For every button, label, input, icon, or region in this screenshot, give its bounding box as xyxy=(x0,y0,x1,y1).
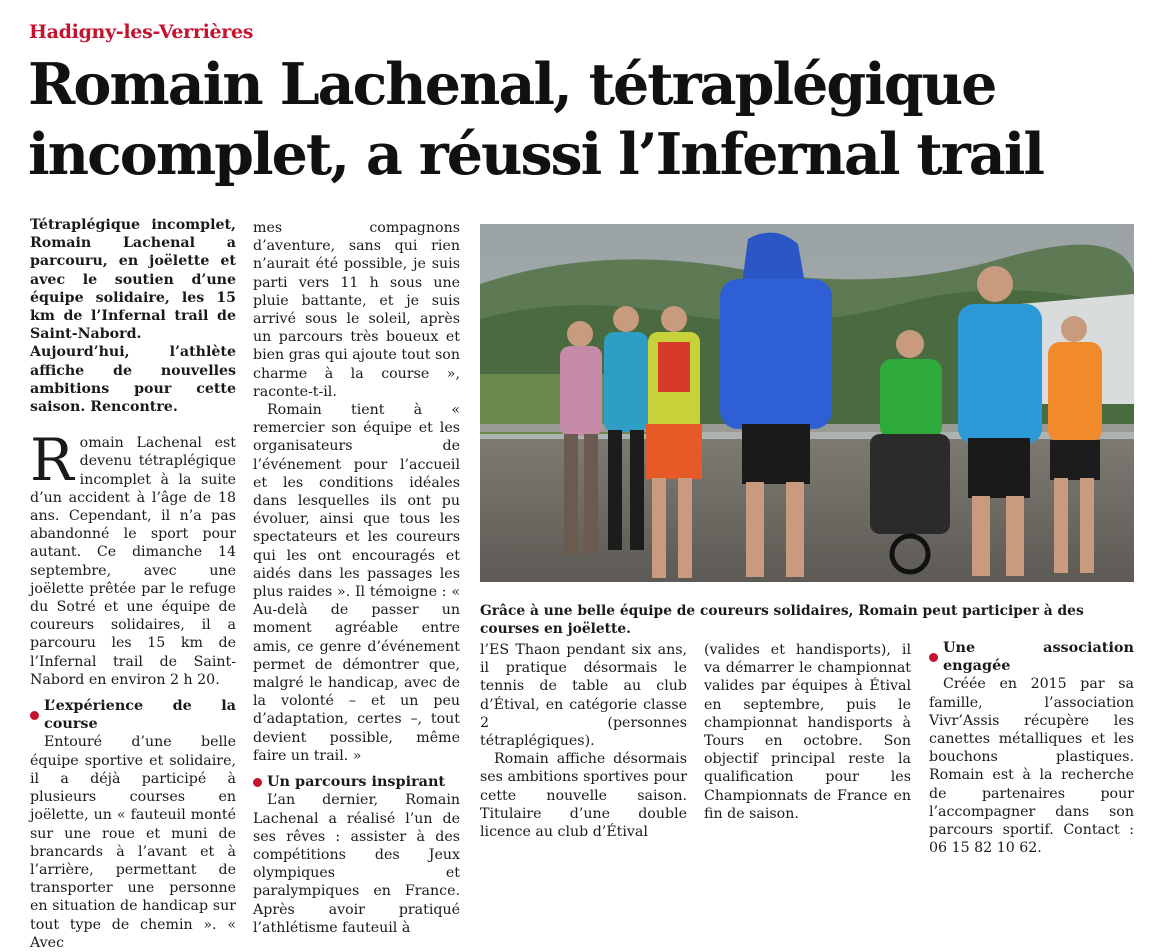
body-paragraph: l’ES Thaon pendant six ans, il pratique désormais le tennis de table au club d’Étival, en catégorie classe 2 (personnes tétraplégiques). xyxy=(480,642,687,750)
article-photo xyxy=(480,224,1134,582)
article-column-1 xyxy=(30,216,236,952)
subhead-experience xyxy=(30,697,236,733)
article-lede: Tétraplégique incomplet, Romain Lachenal a parcouru, en joëlette et avec le soutien d’une équipe solidaire, les 15 km de l’Infernal trail de Saint-Nabord. Aujourd’hui, l’athlète affiche de nouvelles ambitions pour cette saison. Rencontre. xyxy=(30,217,236,416)
body-paragraph: Créée en 2015 par sa famille, l’association Vivr’Assis récupère les canettes métalliques et les bouchons plastiques. Romain est à la recherche de partenaires pour l’accompagner dans son parcours sportif. Contact : 06 15 82 10 62. xyxy=(929,676,1134,857)
body-paragraph: Romain tient à « remercier son équipe et les organisateurs de l’événement pour l’accueil et les conditions idéales dans lesquelles ils ont pu évoluer, ainsi que tous les spectateurs et les coureurs qui les ont encouragés et aidés dans les passages les plus raides ». Il témoigne : « Au-delà de passer un moment agréable entre amis, ce genre d’événement permet de démontrer que, malgré le handicap, avec de la volonté – et un peu d’adaptation, certes –, tout devient possible, même faire un trail. » xyxy=(253,402,460,764)
section-kicker: Hadigny-les-Verrières xyxy=(29,21,254,43)
article-column-4 xyxy=(704,641,911,823)
subhead-inspiring xyxy=(253,773,460,791)
bullet-dot-icon xyxy=(30,711,39,720)
photo-caption: Grâce à une belle équipe de coureurs solidaires, Romain peut participer à des courses en joëlette. xyxy=(480,602,1084,637)
body-text: omain Lachenal est devenu tétraplégique incomplet à la suite d’un accident à l’âge de 18 ans. Cependant, il n’a pas abandonné le sport pour autant. Ce dimanche 14 septembre, avec une joëlette prêtée par le refuge du Sotré et une équipe de coureurs solidaires, il a parcouru les 15 km de l’Infernal trail de Saint-Nabord en environ 2 h 20. xyxy=(30,435,236,688)
body-paragraph: (valides et handisports), il va démarrer le championnat valides par équipes à Étival en septembre, puis le championnat handisports à Tours en octobre. Son objectif principal reste la qualification pour les Championnats de France en fin de saison. xyxy=(704,642,911,822)
subhead-association xyxy=(929,639,1134,675)
subhead-label: Un parcours inspirant xyxy=(267,773,446,791)
body-paragraph: mes compagnons d’aventure, sans qui rien n’aurait été possible, je suis parti vers 11 h sous une pluie battante, et je suis arrivé sous le soleil, après un parcours très boueux et bien gras qui ajoute tout son charme à la course », raconte-t-il. xyxy=(253,220,460,400)
drop-cap: R xyxy=(30,426,74,495)
bullet-dot-icon xyxy=(929,653,938,662)
article-headline: Romain Lachenal, tétraplégique incomplet, a réussi l’Infernal trail xyxy=(28,51,1044,188)
body-paragraph xyxy=(30,426,236,689)
body-paragraph: L’an dernier, Romain Lachenal a réalisé l’un de ses rêves : assister à des compétitions des Jeux olympiques et paralympiques en France. Après avoir pratiqué l’athlétisme fauteuil à xyxy=(253,792,460,936)
article-column-2 xyxy=(253,219,460,937)
subhead-label: Une association engagée xyxy=(943,639,1134,675)
article-column-3 xyxy=(480,641,687,841)
bullet-dot-icon xyxy=(253,778,262,787)
subhead-label: L’expérience de la course xyxy=(44,697,236,733)
article-column-5 xyxy=(929,631,1134,857)
body-paragraph: Entouré d’une belle équipe sportive et solidaire, il a déjà participé à plusieurs courses en joëlette, un « fauteuil monté sur une roue et muni de brancards à l’avant et à l’arrière, permettant de transporter une personne en situation de handicap sur tout type de chemin ». « Avec xyxy=(30,734,236,951)
body-paragraph: Romain affiche désormais ses ambitions sportives pour cette nouvelle saison. Titulaire d’une double licence au club d’Étival xyxy=(480,751,687,841)
